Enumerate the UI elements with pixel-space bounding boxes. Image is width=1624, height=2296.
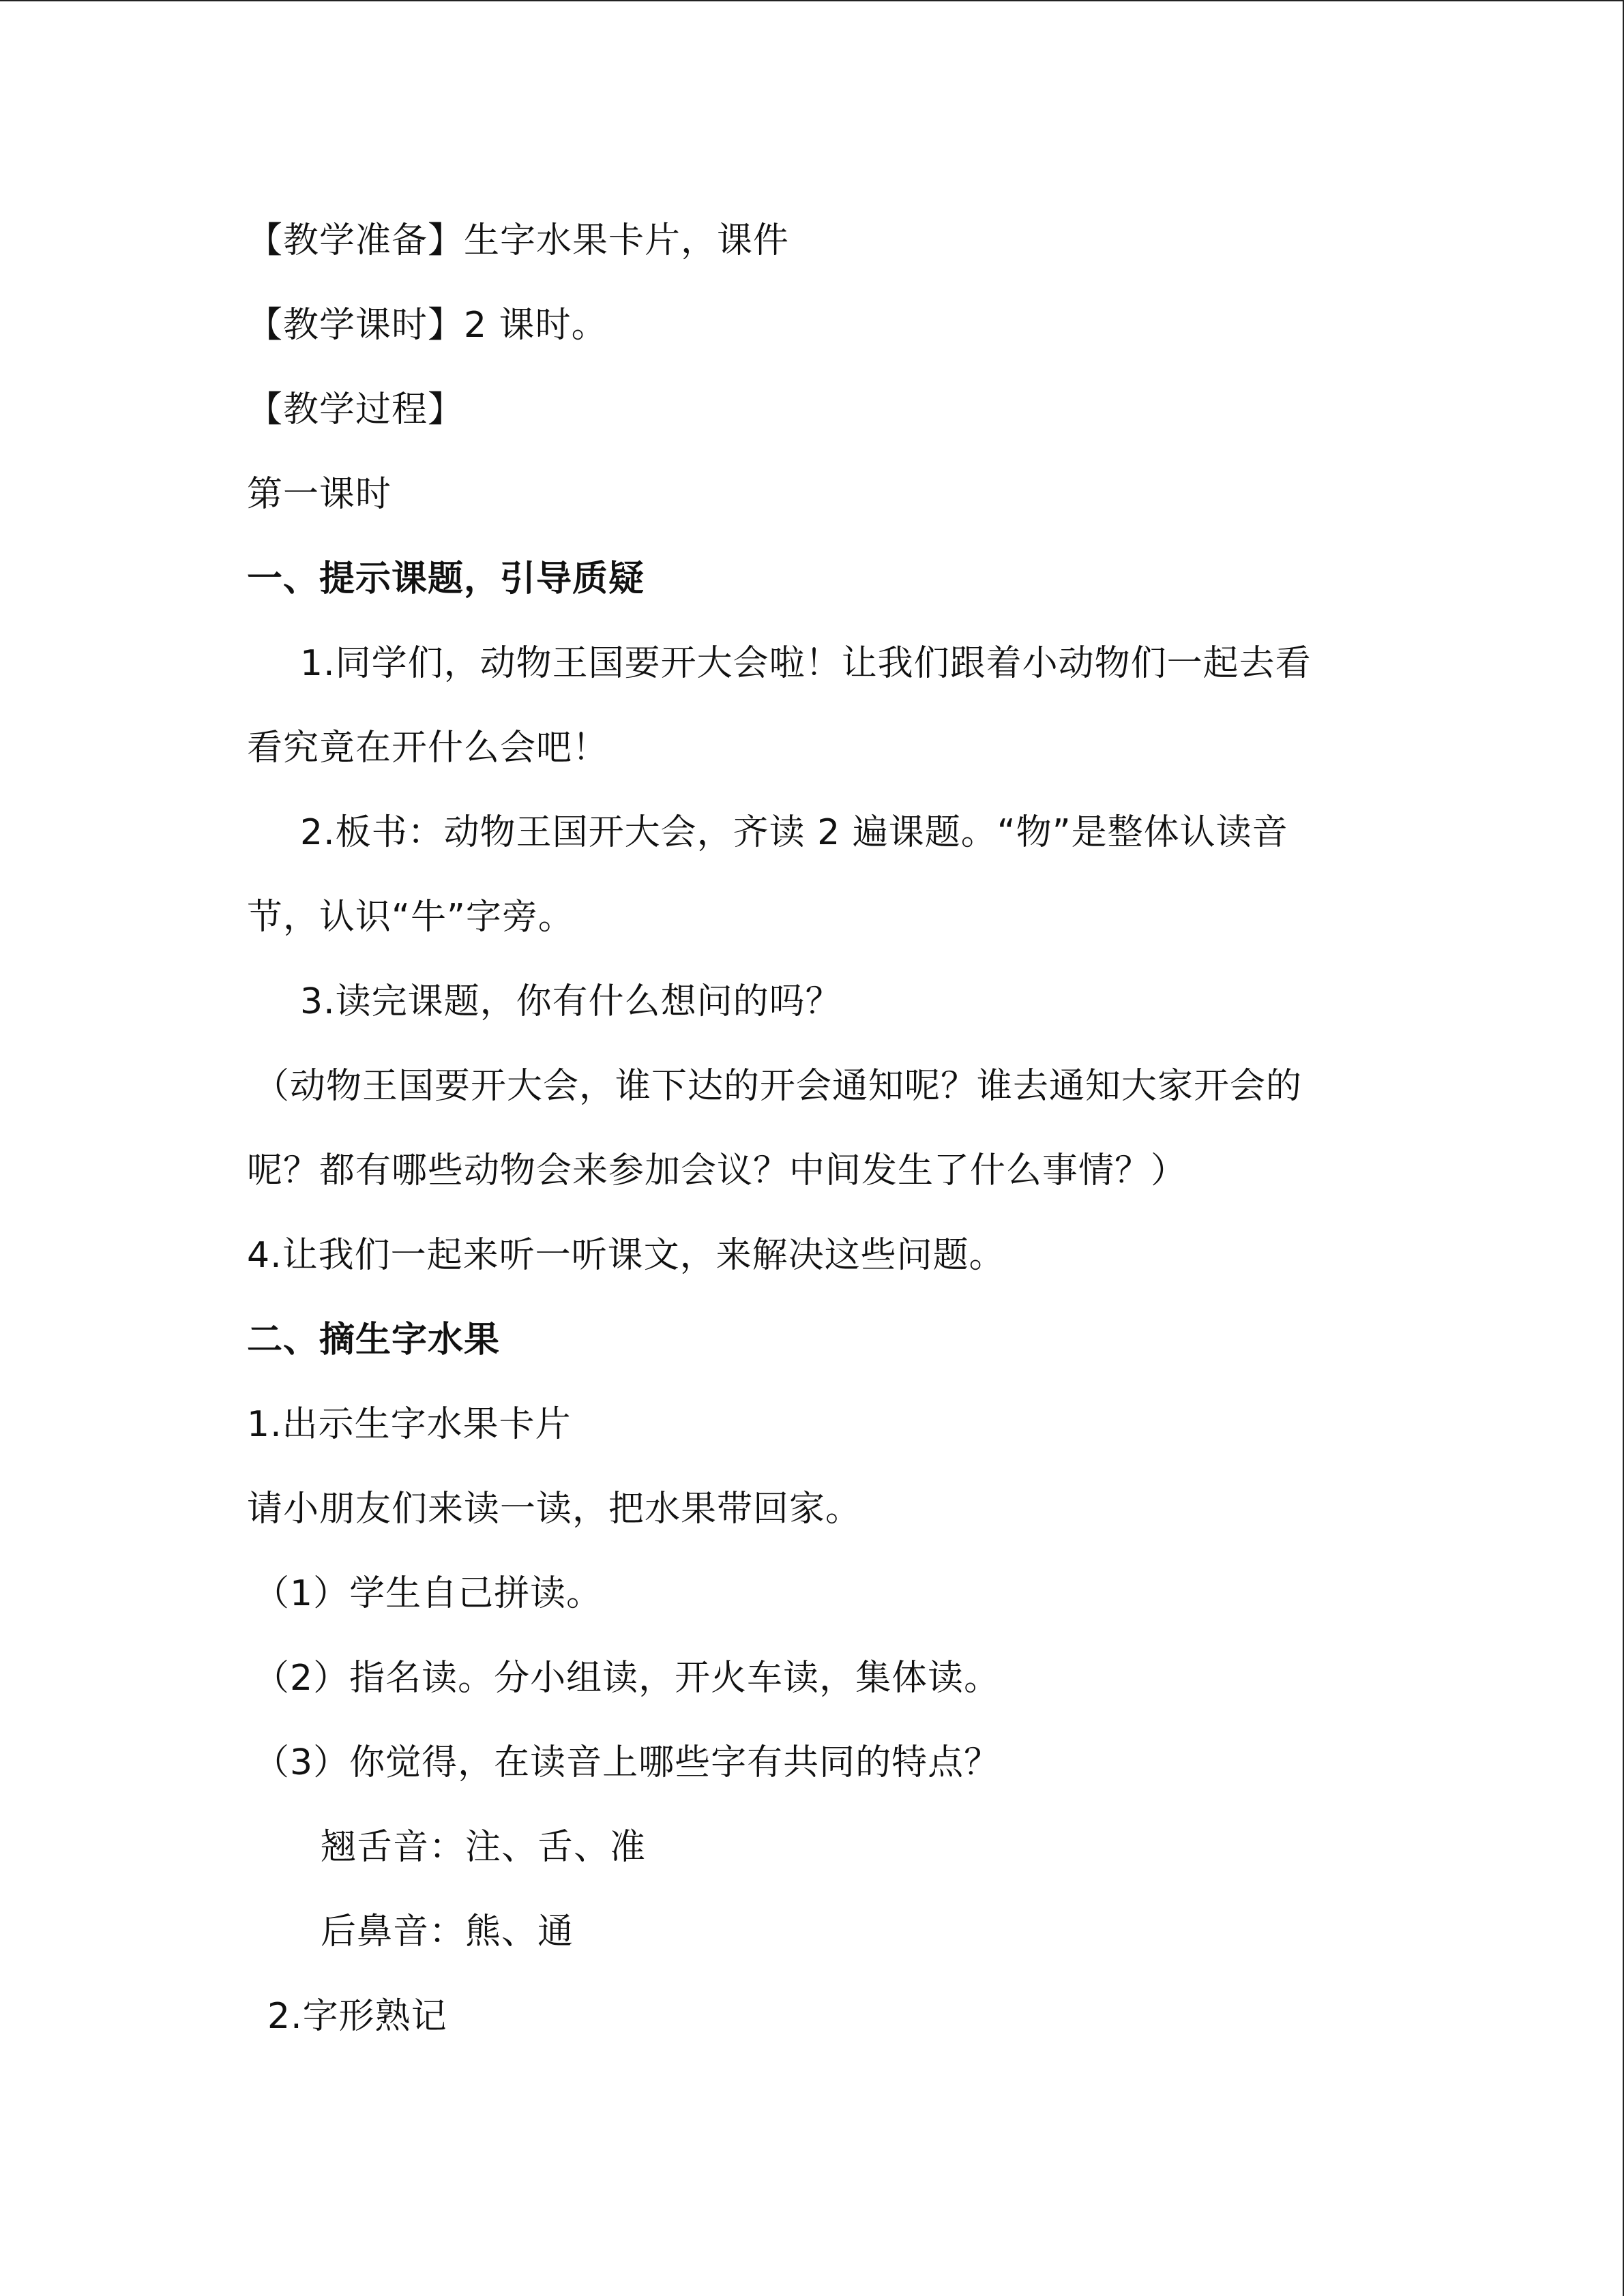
paragraph-1-line-2: 看究竟在开什么会吧！ — [247, 728, 609, 769]
paragraph-questions-line-2: 呢？都有哪些动物会来参加会议？中间发生了什么事情？） — [247, 1150, 1187, 1191]
step-1-item-3: （3）你觉得，在读音上哪些字有共同的特点？ — [254, 1742, 1001, 1783]
teaching-preparation: 【教学准备】生字水果卡片，课件 — [247, 220, 790, 261]
retroflex-sounds: 翘舌音：注、舌、准 — [321, 1827, 647, 1868]
section-one-heading: 一、提示课题，引导质疑 — [247, 558, 645, 599]
paragraph-3: 3.读完课题，你有什么想问的吗？ — [300, 981, 842, 1022]
paragraph-2-line-1: 2.板书：动物王国开大会，齐读 2 遍课题。“物”是整体认读音 — [300, 812, 1288, 853]
step-1-item-1: （1）学生自己拼读。 — [254, 1573, 603, 1614]
step-2-heading: 2.字形熟记 — [267, 1996, 447, 2037]
section-two-heading: 二、摘生字水果 — [247, 1320, 501, 1360]
paragraph-1-line-1: 1.同学们，动物王国要开大会啦！让我们跟着小动物们一起去看 — [300, 643, 1312, 684]
step-1-instruction: 请小朋友们来读一读，把水果带回家。 — [247, 1489, 862, 1530]
paragraph-2-line-2: 节，认识“牛”字旁。 — [247, 897, 574, 938]
back-nasal-sounds: 后鼻音：熊、通 — [321, 1911, 574, 1952]
step-1-heading: 1.出示生字水果卡片 — [247, 1404, 572, 1445]
teaching-hours: 【教学课时】2 课时。 — [247, 305, 608, 346]
paragraph-questions-line-1: （动物王国要开大会，谁下达的开会通知呢？谁去通知大家开会的 — [254, 1066, 1303, 1107]
paragraph-4: 4.让我们一起来听一听课文，来解决这些问题。 — [247, 1235, 1005, 1276]
teaching-process-heading: 【教学过程】 — [247, 389, 464, 430]
step-1-item-2: （2）指名读。分小组读，开火车读，集体读。 — [254, 1658, 1001, 1699]
first-lesson-heading: 第一课时 — [247, 474, 392, 515]
